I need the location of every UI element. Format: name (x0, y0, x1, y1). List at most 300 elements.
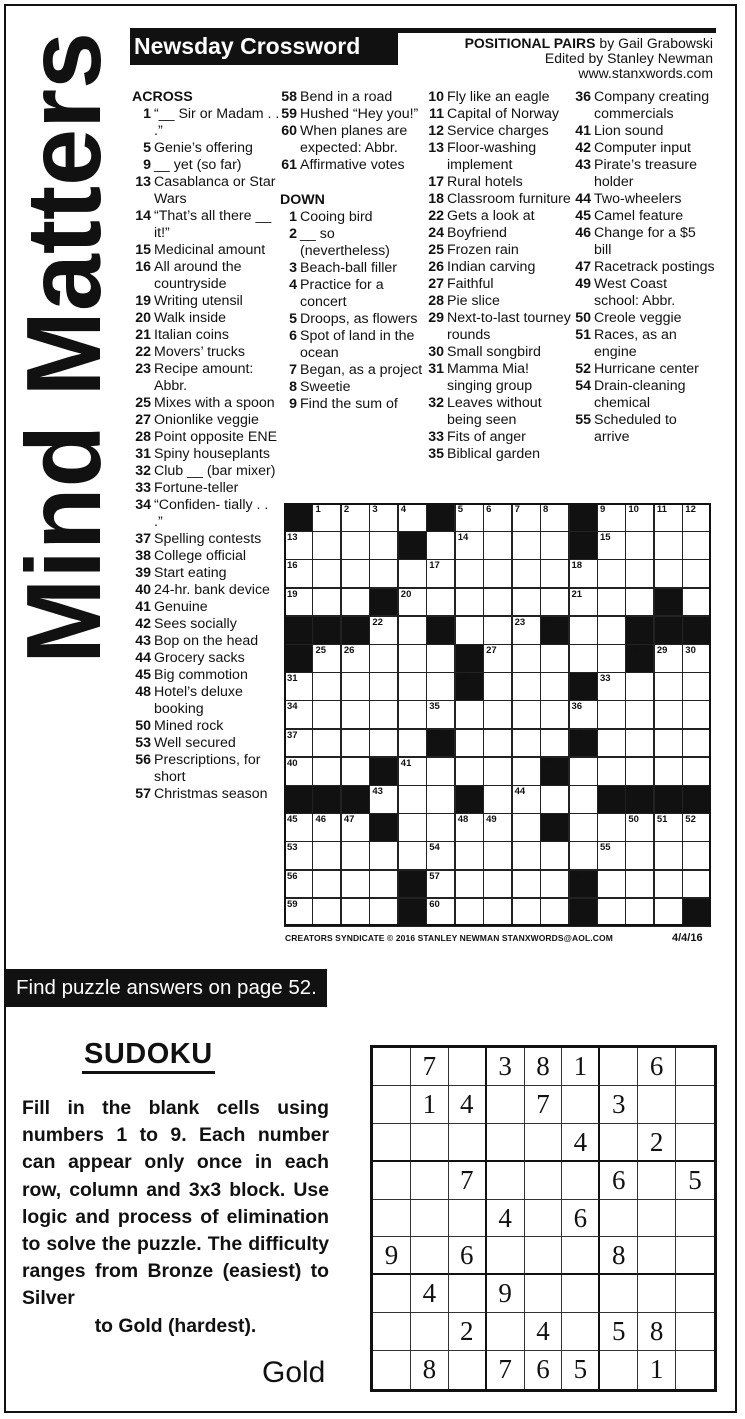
crossword-cell[interactable] (483, 672, 512, 701)
crossword-cell-number: 24 (543, 616, 554, 628)
crossword-cell[interactable] (369, 531, 398, 560)
crossword-cell[interactable] (512, 870, 541, 899)
sudoku-cell[interactable] (562, 1086, 600, 1124)
sudoku-cell[interactable] (600, 1351, 638, 1389)
crossword-cell[interactable] (625, 503, 654, 532)
clue-item (573, 310, 715, 327)
crossword-cell[interactable] (597, 898, 626, 927)
sudoku-cell[interactable] (373, 1124, 411, 1162)
crossword-cell[interactable] (398, 841, 427, 870)
clue-item (132, 599, 280, 616)
crossword-cell[interactable] (284, 588, 313, 617)
crossword-cell[interactable] (312, 588, 341, 617)
crossword-cell[interactable] (625, 898, 654, 927)
crossword-cell[interactable] (455, 841, 484, 870)
clue-item (132, 786, 280, 803)
crossword-cell[interactable] (569, 588, 598, 617)
crossword-cell[interactable] (540, 785, 569, 814)
crossword-cell[interactable] (512, 785, 541, 814)
crossword-cell[interactable] (398, 700, 427, 729)
crossword-cell[interactable] (654, 531, 683, 560)
clue-number: 23 (135, 361, 151, 377)
crossword-cell[interactable] (341, 531, 370, 560)
crossword-cell[interactable] (455, 559, 484, 588)
clue-text: Camel feature (594, 208, 684, 224)
sudoku-cell[interactable] (373, 1351, 411, 1389)
clue-item (426, 191, 572, 208)
crossword-cell[interactable] (455, 729, 484, 758)
sudoku-cell[interactable] (487, 1313, 525, 1351)
crossword-cell[interactable] (682, 531, 711, 560)
crossword-cell[interactable] (284, 729, 313, 758)
crossword-cell[interactable] (483, 870, 512, 899)
crossword-cell[interactable] (597, 729, 626, 758)
crossword-cell[interactable] (654, 841, 683, 870)
sudoku-cell: 4 (411, 1275, 449, 1313)
crossword-cell[interactable] (569, 644, 598, 673)
crossword-cell[interactable] (426, 559, 455, 588)
crossword-cell[interactable] (426, 813, 455, 842)
crossword-cell[interactable] (512, 729, 541, 758)
crossword-cell[interactable] (369, 644, 398, 673)
crossword-cell[interactable] (569, 559, 598, 588)
sudoku-cell[interactable] (373, 1313, 411, 1351)
crossword-cell[interactable] (341, 503, 370, 532)
sudoku-cell[interactable] (562, 1275, 600, 1313)
clue-number: 27 (135, 412, 151, 428)
crossword-cell[interactable] (341, 588, 370, 617)
crossword-cell[interactable] (654, 503, 683, 532)
crossword-cell[interactable] (426, 700, 455, 729)
crossword-cell[interactable] (540, 559, 569, 588)
crossword-cell[interactable] (682, 757, 711, 786)
sudoku-cell[interactable] (562, 1237, 600, 1275)
crossword-cell[interactable] (540, 531, 569, 560)
crossword-cell[interactable] (483, 898, 512, 927)
crossword-cell[interactable] (312, 870, 341, 899)
crossword-cell[interactable] (682, 503, 711, 532)
crossword-cell[interactable] (682, 841, 711, 870)
crossword-cell[interactable] (455, 870, 484, 899)
crossword-cell[interactable] (512, 672, 541, 701)
crossword-cell[interactable] (654, 729, 683, 758)
sudoku-cell: 7 (487, 1351, 525, 1389)
crossword-cell[interactable] (483, 616, 512, 645)
sudoku-cell[interactable] (676, 1275, 714, 1313)
sudoku-cell[interactable] (562, 1162, 600, 1200)
crossword-cell[interactable] (369, 841, 398, 870)
crossword-cell[interactable] (369, 870, 398, 899)
clue-text: Fly like an eagle (447, 89, 550, 105)
crossword-cell[interactable] (483, 559, 512, 588)
crossword-cell[interactable] (369, 729, 398, 758)
crossword-cell[interactable] (284, 531, 313, 560)
crossword-cell[interactable] (569, 700, 598, 729)
crossword-black-cell (284, 503, 313, 532)
crossword-cell[interactable] (483, 531, 512, 560)
sudoku-cell[interactable] (600, 1275, 638, 1313)
crossword-cell[interactable] (369, 700, 398, 729)
crossword-cell[interactable] (455, 503, 484, 532)
crossword-cell[interactable] (284, 813, 313, 842)
crossword-cell[interactable] (512, 531, 541, 560)
sudoku-cell[interactable] (449, 1351, 487, 1389)
crossword-cell[interactable] (540, 644, 569, 673)
crossword-cell[interactable] (597, 757, 626, 786)
crossword-cell[interactable] (682, 672, 711, 701)
crossword-cell[interactable] (654, 644, 683, 673)
clue-number: 25 (428, 242, 444, 258)
sudoku-cell[interactable] (411, 1124, 449, 1162)
sudoku-cell[interactable] (373, 1162, 411, 1200)
sudoku-cell[interactable] (600, 1200, 638, 1238)
sudoku-cell[interactable] (525, 1200, 563, 1238)
sudoku-cell[interactable] (411, 1237, 449, 1275)
sudoku-cell: 9 (487, 1275, 525, 1313)
crossword-cell[interactable] (682, 729, 711, 758)
crossword-cell[interactable] (540, 700, 569, 729)
crossword-cell[interactable] (625, 672, 654, 701)
sudoku-cell[interactable] (411, 1313, 449, 1351)
crossword-cell[interactable] (512, 559, 541, 588)
sudoku-cell: 1 (562, 1048, 600, 1086)
sudoku-cell[interactable] (525, 1162, 563, 1200)
clue-item (132, 633, 280, 650)
crossword-cell[interactable] (625, 559, 654, 588)
sudoku-cell[interactable] (638, 1275, 676, 1313)
crossword-cell[interactable] (540, 503, 569, 532)
crossword-cell[interactable] (284, 700, 313, 729)
crossword-cell[interactable] (426, 588, 455, 617)
clue-item (132, 565, 280, 582)
sudoku-cell[interactable] (411, 1162, 449, 1200)
clue-item (426, 123, 572, 140)
crossword-cell[interactable] (455, 616, 484, 645)
crossword-black-cell (284, 785, 313, 814)
crossword-cell[interactable] (625, 588, 654, 617)
crossword-cell[interactable] (312, 672, 341, 701)
sudoku-cell[interactable] (411, 1200, 449, 1238)
sudoku-cell[interactable] (600, 1124, 638, 1162)
crossword-cell[interactable] (341, 757, 370, 786)
crossword-cell[interactable] (312, 757, 341, 786)
crossword-cell[interactable] (625, 729, 654, 758)
sudoku-cell[interactable] (373, 1275, 411, 1313)
clue-number: 22 (428, 208, 444, 224)
clue-item (280, 328, 426, 362)
crossword-cell-number: 58 (571, 870, 583, 882)
sudoku-cell[interactable] (525, 1124, 563, 1162)
crossword-cell[interactable] (597, 559, 626, 588)
sudoku-cell[interactable] (525, 1275, 563, 1313)
crossword-cell[interactable] (597, 616, 626, 645)
sudoku-cell[interactable] (449, 1200, 487, 1238)
clue-number: 52 (575, 361, 591, 377)
crossword-cell[interactable] (540, 841, 569, 870)
crossword-cell[interactable] (540, 870, 569, 899)
crossword-cell[interactable] (483, 841, 512, 870)
crossword-cell[interactable] (625, 870, 654, 899)
clue-item (132, 650, 280, 667)
crossword-cell[interactable] (284, 870, 313, 899)
crossword-cell[interactable] (654, 898, 683, 927)
crossword-cell[interactable] (426, 757, 455, 786)
sudoku-cell[interactable] (373, 1200, 411, 1238)
clue-item (426, 225, 572, 242)
crossword-cell[interactable] (312, 841, 341, 870)
crossword-cell-number: 16 (287, 560, 298, 572)
crossword-cell[interactable] (569, 841, 598, 870)
crossword-cell[interactable] (682, 644, 711, 673)
crossword-cell[interactable] (483, 644, 512, 673)
crossword-cell[interactable] (569, 757, 598, 786)
crossword-cell[interactable] (540, 729, 569, 758)
crossword-cell[interactable] (597, 531, 626, 560)
clues-column-4 (573, 89, 715, 446)
crossword-cell[interactable] (569, 785, 598, 814)
clue-number: 48 (135, 684, 151, 700)
crossword-cell[interactable] (512, 616, 541, 645)
crossword-cell[interactable] (312, 813, 341, 842)
crossword-cell[interactable] (654, 672, 683, 701)
crossword-cell[interactable] (597, 588, 626, 617)
sudoku-cell: 3 (600, 1086, 638, 1124)
crossword-cell[interactable] (369, 616, 398, 645)
crossword-black-cell (625, 785, 654, 814)
sudoku-cell[interactable] (373, 1086, 411, 1124)
crossword-cell[interactable] (341, 672, 370, 701)
sudoku-cell[interactable] (676, 1200, 714, 1238)
crossword-cell-number: 3 (372, 504, 378, 515)
crossword-cell[interactable] (682, 588, 711, 617)
crossword-cell[interactable] (569, 813, 598, 842)
crossword-cell[interactable] (284, 841, 313, 870)
crossword-cell[interactable] (597, 870, 626, 899)
crossword-cell[interactable] (455, 757, 484, 786)
crossword-cell[interactable] (398, 785, 427, 814)
crossword-cell-number: 48 (457, 814, 469, 826)
crossword-cell[interactable] (398, 757, 427, 786)
crossword-cell[interactable] (625, 531, 654, 560)
sudoku-cell[interactable] (638, 1200, 676, 1238)
crossword-cell[interactable] (540, 898, 569, 927)
crossword-cell[interactable] (682, 813, 711, 842)
crossword-cell[interactable] (512, 813, 541, 842)
crossword-cell[interactable] (341, 813, 370, 842)
crossword-cell[interactable] (597, 841, 626, 870)
crossword-cell[interactable] (512, 898, 541, 927)
crossword-cell[interactable] (369, 559, 398, 588)
clue-text: Sees socially (154, 616, 237, 632)
crossword-cell[interactable] (398, 672, 427, 701)
crossword-cell[interactable] (512, 841, 541, 870)
crossword-cell[interactable] (483, 503, 512, 532)
sudoku-cell[interactable] (487, 1124, 525, 1162)
crossword-cell[interactable] (455, 588, 484, 617)
crossword-cell[interactable] (284, 672, 313, 701)
crossword-cell[interactable] (398, 813, 427, 842)
clue-number: 13 (428, 140, 444, 156)
crossword-cell[interactable] (426, 841, 455, 870)
sudoku-cell[interactable] (676, 1124, 714, 1162)
clue-item (132, 735, 280, 752)
clue-text: __ yet (so far) (154, 157, 242, 173)
crossword-cell[interactable] (426, 785, 455, 814)
crossword-cell[interactable] (341, 700, 370, 729)
crossword-black-cell (341, 616, 370, 645)
crossword-cell[interactable] (312, 644, 341, 673)
crossword-black-cell (369, 757, 398, 786)
crossword-cell[interactable] (512, 757, 541, 786)
sudoku-cell[interactable] (676, 1237, 714, 1275)
crossword-cell[interactable] (654, 559, 683, 588)
crossword-cell[interactable] (654, 813, 683, 842)
crossword-cell[interactable] (284, 559, 313, 588)
clue-number: 15 (135, 242, 151, 258)
crossword-cell[interactable] (426, 644, 455, 673)
clue-text: Start eating (154, 565, 227, 581)
crossword-cell[interactable] (398, 559, 427, 588)
crossword-cell[interactable] (483, 813, 512, 842)
crossword-cell[interactable] (625, 813, 654, 842)
crossword-cell[interactable] (512, 700, 541, 729)
sudoku-cell[interactable] (487, 1086, 525, 1124)
crossword-cell[interactable] (312, 700, 341, 729)
crossword-cell[interactable] (512, 588, 541, 617)
sudoku-cell[interactable] (676, 1351, 714, 1389)
crossword-cell[interactable] (597, 813, 626, 842)
crossword-cell[interactable] (426, 531, 455, 560)
clue-number: 10 (428, 89, 444, 105)
crossword-cell[interactable] (654, 700, 683, 729)
crossword-cell[interactable] (654, 757, 683, 786)
sudoku-cell[interactable] (525, 1237, 563, 1275)
clue-text: Hurricane center (594, 361, 699, 377)
crossword-cell[interactable] (426, 870, 455, 899)
sudoku-cell[interactable] (600, 1048, 638, 1086)
crossword-cell[interactable] (483, 757, 512, 786)
crossword-cell[interactable] (483, 700, 512, 729)
crossword-cell[interactable] (341, 841, 370, 870)
crossword-cell[interactable] (369, 898, 398, 927)
crossword-cell[interactable] (284, 898, 313, 927)
crossword-cell[interactable] (398, 503, 427, 532)
crossword-cell[interactable] (312, 531, 341, 560)
sudoku-cell[interactable] (487, 1162, 525, 1200)
sudoku-cell[interactable] (676, 1048, 714, 1086)
crossword-cell[interactable] (597, 672, 626, 701)
crossword-cell[interactable] (569, 616, 598, 645)
crossword-cell[interactable] (312, 503, 341, 532)
sudoku-cell[interactable] (562, 1313, 600, 1351)
crossword-cell-number: 57 (429, 870, 440, 882)
crossword-cell[interactable] (654, 870, 683, 899)
crossword-cell[interactable] (682, 559, 711, 588)
crossword-cell[interactable] (341, 898, 370, 927)
crossword-cell[interactable] (483, 785, 512, 814)
crossword-cell[interactable] (540, 588, 569, 617)
crossword-cell[interactable] (625, 700, 654, 729)
crossword-cell-number: 2 (343, 504, 350, 515)
crossword-cell-number: 55 (599, 842, 611, 854)
crossword-cell[interactable] (369, 672, 398, 701)
sudoku-cell[interactable] (638, 1162, 676, 1200)
crossword-cell[interactable] (682, 700, 711, 729)
sudoku-cell[interactable] (449, 1275, 487, 1313)
clue-item (132, 174, 280, 208)
crossword-cell[interactable] (682, 870, 711, 899)
crossword-cell[interactable] (426, 672, 455, 701)
clue-item (132, 497, 280, 531)
crossword-cell[interactable] (398, 729, 427, 758)
clue-text: __ so (nevertheless) (300, 226, 390, 259)
crossword-cell[interactable] (455, 813, 484, 842)
crossword-cell[interactable] (312, 729, 341, 758)
clue-number: 51 (575, 327, 591, 343)
clue-item (280, 106, 426, 123)
crossword-cell[interactable] (341, 729, 370, 758)
clue-text: Bop on the head (154, 633, 259, 649)
crossword-cell-number: 47 (343, 814, 355, 826)
crossword-cell[interactable] (597, 644, 626, 673)
crossword-cell[interactable] (312, 898, 341, 927)
sudoku-cell[interactable] (373, 1048, 411, 1086)
crossword-cell[interactable] (455, 531, 484, 560)
crossword-cell-number: 19 (287, 588, 298, 600)
clue-text: Faithful (447, 276, 494, 292)
clue-text: Spot of land in the ocean (300, 328, 415, 361)
sudoku-cell[interactable] (676, 1086, 714, 1124)
crossword-cell[interactable] (625, 841, 654, 870)
clue-item (573, 225, 715, 259)
crossword-cell[interactable] (398, 588, 427, 617)
crossword-cell[interactable] (341, 644, 370, 673)
crossword-cell[interactable] (426, 898, 455, 927)
crossword-cell[interactable] (398, 644, 427, 673)
crossword-black-cell (682, 785, 711, 814)
crossword-cell[interactable] (455, 898, 484, 927)
sudoku-cell[interactable] (676, 1313, 714, 1351)
crossword-cell[interactable] (597, 700, 626, 729)
crossword-cell[interactable] (483, 588, 512, 617)
crossword-cell[interactable] (597, 503, 626, 532)
clue-item (280, 209, 426, 226)
crossword-cell[interactable] (398, 616, 427, 645)
clue-number: 5 (143, 140, 151, 156)
crossword-black-cell (569, 672, 598, 701)
clue-text: Mined rock (154, 718, 224, 734)
sudoku-cell[interactable] (638, 1237, 676, 1275)
crossword-cell[interactable] (369, 785, 398, 814)
crossword-cell[interactable] (512, 644, 541, 673)
clue-number: 47 (575, 259, 591, 275)
crossword-cell[interactable] (512, 503, 541, 532)
crossword-cell[interactable] (341, 870, 370, 899)
crossword-cell[interactable] (455, 700, 484, 729)
crossword-cell[interactable] (625, 757, 654, 786)
crossword-cell[interactable] (284, 757, 313, 786)
crossword-cell[interactable] (341, 559, 370, 588)
sudoku-cell[interactable] (449, 1124, 487, 1162)
crossword-cell[interactable] (369, 503, 398, 532)
crossword-cell[interactable] (483, 729, 512, 758)
sudoku-cell[interactable] (449, 1048, 487, 1086)
sudoku-cell[interactable] (487, 1237, 525, 1275)
crossword-cell[interactable] (312, 559, 341, 588)
sudoku-cell[interactable] (638, 1086, 676, 1124)
clue-item (573, 259, 715, 276)
crossword-cell[interactable] (540, 672, 569, 701)
